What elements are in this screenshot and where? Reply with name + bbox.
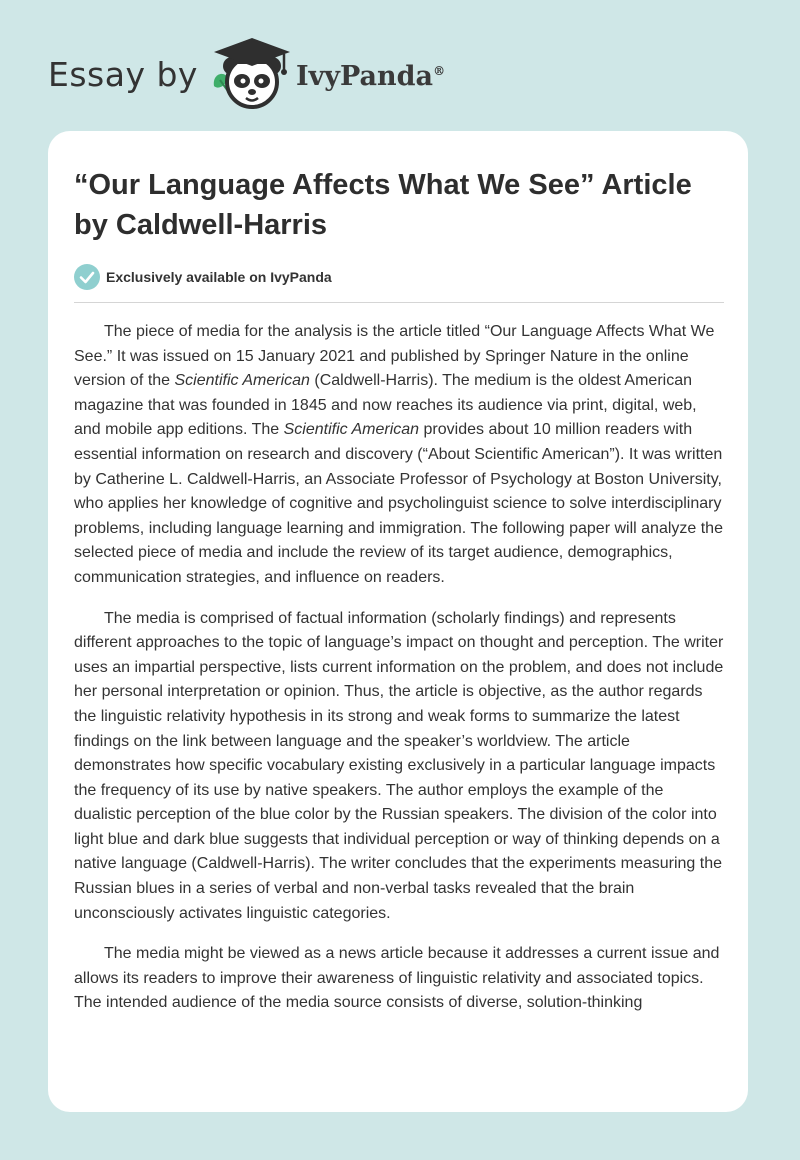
essay-paragraph <box>74 607 724 927</box>
check-circle-icon <box>74 264 100 290</box>
exclusive-badge <box>74 264 332 290</box>
brand-name-text: IvyPanda <box>295 60 434 92</box>
essay-body <box>74 320 724 1032</box>
essay-card <box>48 131 748 1112</box>
paragraph-text: The media might be viewed as a news article because it addresses a current issue and allows its readers to improve their awareness of linguistic relativity and associated topics. The intended audience of the media source consists of diverse, solution-thinking <box>74 945 720 1012</box>
paragraph-text: The piece of media for the analysis is the article titled “Our Language Affects What We See.” It was issued on 15 January 2021 and published by Springer Nature in the online version of the <box>74 323 715 390</box>
italic-title-text: Scientific American <box>174 372 310 390</box>
paragraph-text: (Caldwell-Harris). The medium is the oldest American magazine that was founded in 1845 and now reaches its audience via print, digital, web, and mobile app editions. The <box>74 372 697 439</box>
panda-graduate-logo-icon <box>210 36 294 112</box>
italic-title-text: Scientific American <box>283 421 420 439</box>
registered-mark: ® <box>433 63 446 78</box>
paragraph-text: provides about 10 million readers with essential information on research and discovery (“About Scientific American”). It was written by Catherine L. Caldwell-Harris, an Associate Professor of Psychology at Boston University, who applies her knowledge of cognitive and psycholinguist science to solve interdisciplinary problems, including language learning and immigration. The following paper will analyze the selected piece of media and include the review of its target audience, demographics, communication strategies, and influence on readers. <box>74 421 723 586</box>
essay-paragraph <box>74 320 724 591</box>
paragraph-text: The media is comprised of factual information (scholarly findings) and represents different approaches to the topic of language’s impact on thought and perception. The writer uses an impartial perspective, lists current information on the problem, and does not include her personal interpretation or opinion. Thus, the article is objective, as the author regards the linguistic relativity hypothesis in its strong and weak forms to summarize the latest findings on the link between language and the speaker’s worldview. The article demonstrates how specific vocabulary existing exclusively in a particular language impacts the frequency of its use by native speakers. The author employs the example of the dualistic perception of the blue color by the Russian speakers. The division of the color into light blue and dark blue suggests that individual perception or way of thinking depends on a native language (Caldwell-Harris). The writer concludes that the experiments measuring the Russian blues in a series of verbal and non-verbal tasks revealed that the brain unconsciously activates linguistic categories. <box>74 609 724 922</box>
exclusive-badge-text: Exclusively available on IvyPanda <box>106 269 332 285</box>
brand-name <box>296 61 445 92</box>
brand-prefix: Essay by <box>48 54 198 94</box>
essay-title: “Our Language Affects What We See” Article by Caldwell-Harris <box>74 169 692 241</box>
essay-paragraph <box>74 942 724 1016</box>
title-divider <box>74 302 724 303</box>
brand-header[interactable] <box>48 36 445 112</box>
